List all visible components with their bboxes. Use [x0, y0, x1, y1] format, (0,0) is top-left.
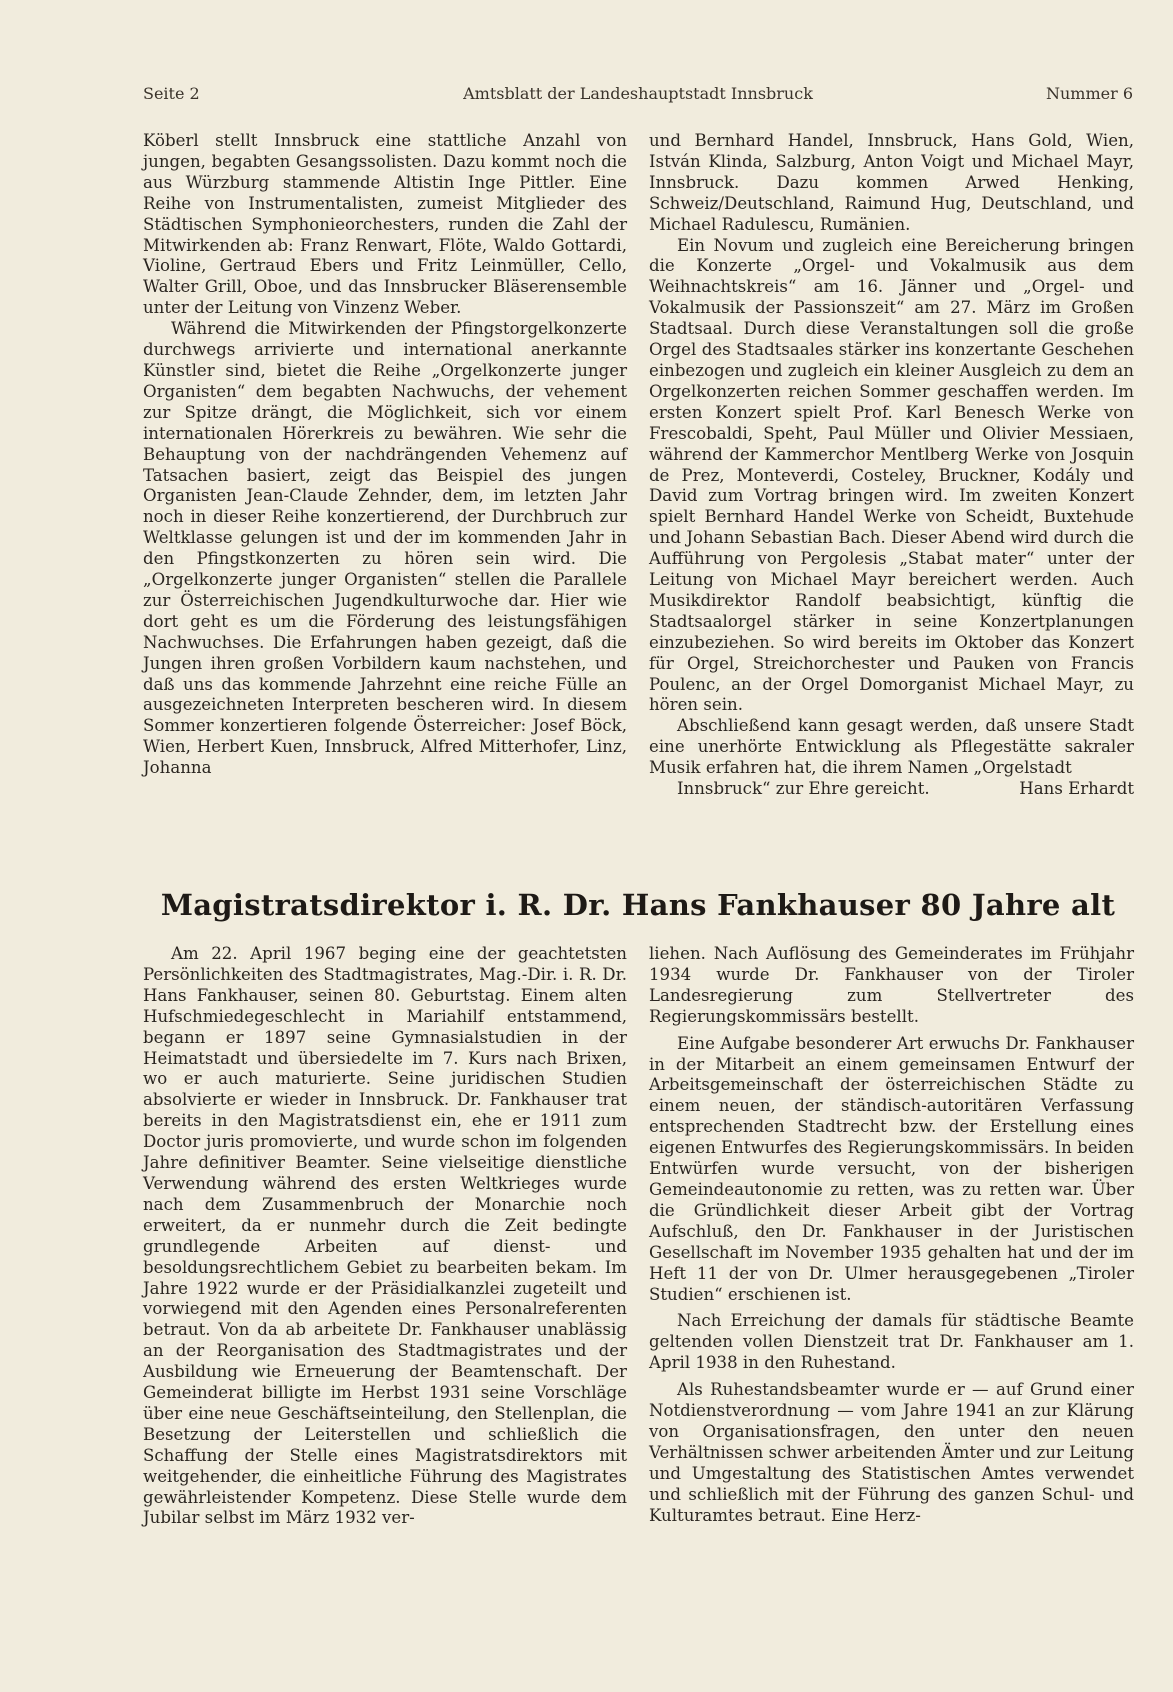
page-number: Seite 2	[143, 84, 200, 103]
article2-title: Magistratsdirektor i. R. Dr. Hans Fankhauser 80 Jahre alt	[160, 888, 1116, 922]
article2-paragraph: Am 22. April 1967 beging eine der geachtetsten Persönlichkeiten des Stadtmagistrates, Mag.-Dir. i. R. Dr. Hans Fankhauser, seinen 80. Geburtstag. Einem alten Hufschmiedegeschlecht in Mariahilf entstammend, begann er 1897 seine Gymnasialstudien in der Heimatstadt und übersiedelte im 7. Kurs nach Brixen, wo er auch maturierte. Seine juridischen Studien absolvierte er wieder in Innsbruck. Dr. Fankhauser trat bereits in den Magistratsdienst ein, ehe er 1911 zum Doctor juris promovierte, und wurde schon im folgenden Jahre definitiver Beamter. Seine vielseitige dienstliche Verwendung während des ersten Weltkrieges wurde nach dem Zusammenbruch der Monarchie noch erweitert, da er nunmehr durch die Zeit bedingte grundlegende Arbeiten auf dienst- und besoldungsrechtlichem Gebiet zu bearbeiten bekam. Im Jahre 1922 wurde er der Präsidialkanzlei zugeteilt und vorwiegend mit den Agenden eines Personalreferenten betraut. Von da ab arbeitete Dr. Fankhauser unablässig an der Reorganisation des Stadtmagistrates und der Ausbildung wie Erneuerung der Beamtenschaft. Der Gemeinderat billigte im Herbst 1931 seine Vorschläge über eine neue Geschäftseinteilung, den Stellenplan, die Besetzung der Leiterstellen und schließlich die Schaffung der Stelle eines Magistratsdirektors mit weitgehender, die einheitliche Führung des Magistrates gewährleistender Kompetenz. Diese Stelle wurde dem Jubilar selbst im März 1932 ver-	[143, 944, 627, 1528]
article2-paragraph: Als Ruhestandsbeamter wurde er — auf Grund einer Notdienstverordnung — vom Jahre 1941 an zur Klärung von Organisationsfragen, den unter den neuen Verhältnissen schwer arbeitenden Ämter und zur Leitung und Umgestaltung des Statistischen Amtes verwendet und schließlich mit der Führung des ganzen Schul- und Kulturamtes betraut. Eine Herz-	[649, 1380, 1134, 1525]
article1-paragraph: Während die Mitwirkenden der Pfingstorgelkonzerte durchwegs arrivierte und international anerkannte Künstler sind, bietet die Reihe „Orgelkonzerte junger Organisten“ dem begabten Nachwuchs, der vehement zur Spitze drängt, die Möglichkeit, sich vor einem internationalen Hörerkreis zu bewähren. Wie sehr die Behauptung von der nachdrängenden Vehemenz auf Tatsachen basiert, zeigt das Beispiel des jungen Organisten Jean-Claude Zehnder, dem, im letzten Jahr noch in dieser Reihe konzertierend, der Durchbruch zur Weltklasse gelungen ist und der im kommenden Jahr in den Pfingstkonzerten zu hören sein wird. Die „Orgelkonzerte junger Organisten“ stellen die Parallele zur Österreichischen Jugendkulturwoche dar. Hier wie dort geht es um die Förderung des leistungsfähigen Nachwuchses. Die Erfahrungen haben gezeigt, daß die Jungen ihren großen Vorbildern kaum nachstehen, und daß uns das kommende Jahrzehnt eine reiche Fülle an ausgezeichneten Interpreten bescheren wird. In diesem Sommer konzertieren folgende Österreicher: Josef Böck, Wien, Herbert Kuen, Innsbruck, Alfred Mitterhofer, Linz, Johanna	[143, 319, 627, 778]
article1-closing	[649, 779, 1134, 800]
page-header	[143, 84, 1133, 108]
article2-column-left	[143, 944, 627, 1529]
article2-paragraph: Nach Erreichung der damals für städtische Beamte geltenden vollen Dienstzeit trat Dr. Fankhauser am 1. April 1938 in den Ruhestand.	[649, 1311, 1134, 1373]
article1-paragraph: Abschließend kann gesagt werden, daß unsere Stadt eine unerhörte Entwicklung als Pflegestätte sakraler Musik erfahren hat, die ihrem Namen „Orgelstadt	[649, 716, 1134, 778]
article2-paragraph: Eine Aufgabe besonderer Art erwuchs Dr. Fankhauser in der Mitarbeit an einem gemeinsamen Entwurf der Arbeitsgemeinschaft der österreichischen Städte zu einem neuen, der ständisch-autoritären Verfassung entsprechenden Stadtrecht bzw. der Erstellung eines eigenen Entwurfes des Regierungskommissärs. In beiden Entwürfen wurde versucht, von der bisherigen Gemeindeautonomie zu retten, was zu retten war. Über die Gründlichkeit dieser Arbeit gibt der Vortrag Aufschluß, den Dr. Fankhauser in der Juristischen Gesellschaft im November 1935 gehalten hat und der im Heft 11 der von Dr. Ulmer herausgegebenen „Tiroler Studien“ erschienen ist.	[649, 1033, 1134, 1304]
article1-paragraph: und Bernhard Handel, Innsbruck, Hans Gold, Wien, István Klinda, Salzburg, Anton Voigt und Michael Mayr, Innsbruck. Dazu kommen Arwed Henking, Schweiz/Deutschland, Raimund Hug, Deutschland, und Michael Radulescu, Rumänien.	[649, 131, 1134, 234]
article2-paragraph: liehen. Nach Auflösung des Gemeinderates im Frühjahr 1934 wurde Dr. Fankhauser von der Tiroler Landesregierung zum Stellvertreter des Regierungskommissärs bestellt.	[649, 944, 1134, 1026]
article1-closing-text: Innsbruck“ zur Ehre gereicht.	[677, 779, 930, 799]
article1-column-left	[143, 131, 627, 779]
article1-column-right	[649, 131, 1134, 800]
issue-number: Nummer 6	[1045, 84, 1133, 103]
article1-author: Hans Erhardt	[1019, 779, 1134, 799]
publication-title: Amtsblatt der Landeshauptstadt Innsbruck	[463, 84, 813, 103]
article1-paragraph: Köberl stellt Innsbruck eine stattliche Anzahl von jungen, begabten Gesangssolisten. Dazu kommt noch die aus Würzburg stammende Altistin Inge Pittler. Eine Reihe von Instrumentalisten, zumeist Mitglieder des Städtischen Symphonieorchesters, runden die Zahl der Mitwirkenden ab: Franz Renwart, Flöte, Waldo Gottardi, Violine, Gertraud Ebers und Fritz Leinmüller, Cello, Walter Grill, Oboe, und das Innsbrucker Bläserensemble unter der Leitung von Vinzenz Weber.	[143, 131, 627, 318]
article1-paragraph: Ein Novum und zugleich eine Bereicherung bringen die Konzerte „Orgel- und Vokalmusik aus dem Weihnachtskreis“ am 16. Jänner und „Orgel- und Vokalmusik der Passionszeit“ am 27. März im Großen Stadtsaal. Durch diese Veranstaltungen soll die große Orgel des Stadtsaales stärker ins konzertante Geschehen einbezogen und zugleich ein kleiner Ausgleich zu dem an Orgelkonzerten reichen Sommer geschaffen werden. Im ersten Konzert spielt Prof. Karl Benesch Werke von Frescobaldi, Speht, Paul Müller und Olivier Messiaen, während der Kammerchor Mentlberg Werke von Josquin de Prez, Monteverdi, Costeley, Bruckner, Kodály und David zum Vortrag bringen wird. Im zweiten Konzert spielt Bernhard Handel Werke von Scheidt, Buxtehude und Johann Sebastian Bach. Dieser Abend wird durch die Aufführung von Pergolesis „Stabat mater“ unter der Leitung von Michael Mayr bereichert werden. Auch Musikdirektor Randolf beabsichtigt, künftig die Stadtsaalorgel stärker in seine Konzertplanungen einzubeziehen. So wird bereits im Oktober das Konzert für Orgel, Streichorchester und Pauken von Francis Poulenc, an der Orgel Domorganist Michael Mayr, zu hören sein.	[649, 235, 1134, 715]
article2-column-right	[649, 944, 1134, 1526]
